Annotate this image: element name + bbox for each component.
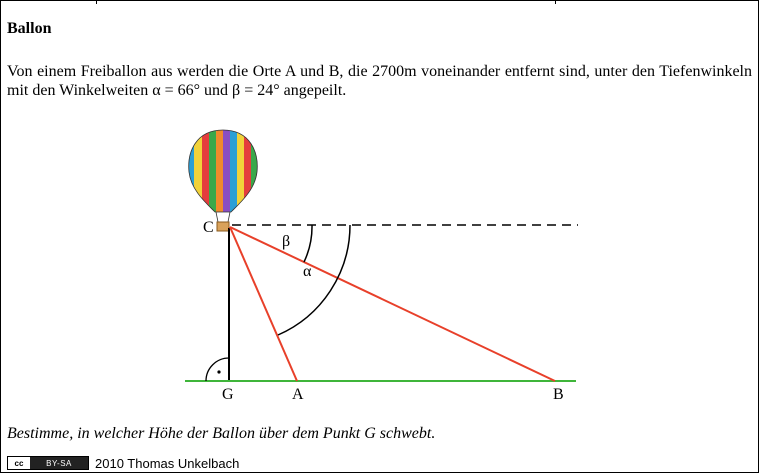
angle-label-beta: β [282,233,291,250]
task-title: Ballon [7,20,52,37]
sight-line-CB [230,227,555,381]
task-intro-text: Von einem Freiballon aus werden die Orte A und B, die 2700m voneinander entfernt sind, unter den Tiefenwinkeln mit den Winkelweiten α = 66° und β = 24° angepeilt. [7,63,752,99]
license-type: BY-SA [30,457,88,469]
license-footer [7,455,239,471]
sight-line-CA [230,227,297,381]
right-angle-marker [206,358,229,381]
point-label-B: B [553,386,564,403]
point-label-C: C [203,219,214,236]
creative-commons-icon: cc [14,458,24,468]
task-question: Bestimme, in welcher Höhe der Ballon über dem Punkt G schwebt. [7,425,436,442]
right-angle-dot [217,370,220,373]
point-label-G: G [222,386,234,403]
angle-arc-beta [304,225,312,262]
angle-label-alpha: α [303,263,312,280]
author-credit: 2010 Thomas Unkelbach [95,455,240,471]
point-label-A: A [292,386,304,403]
hot-air-balloon-icon [185,128,260,231]
cc-license-badge[interactable] [7,456,89,470]
